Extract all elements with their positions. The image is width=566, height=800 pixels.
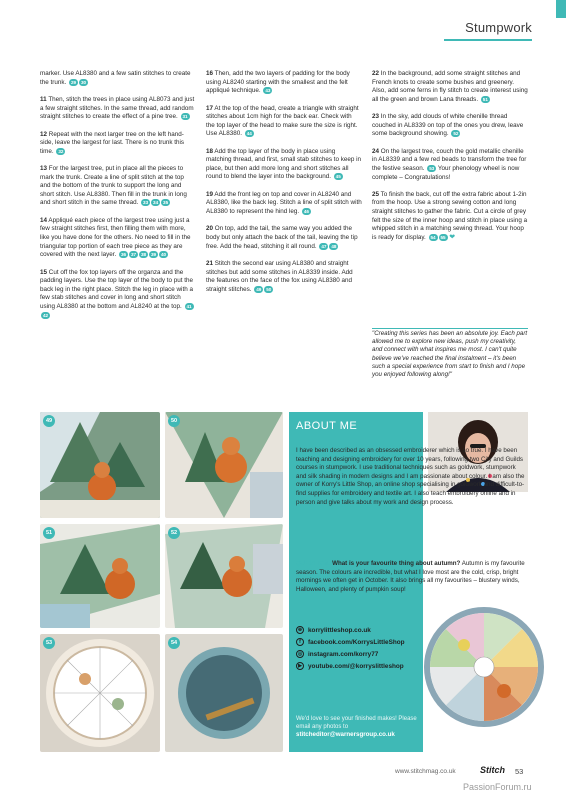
photo-step-49: 49 [40,412,160,518]
paragraph: 19 Add the front leg on top and cover in AL8240 and AL8380, like the back leg. Stitch a line of split stitch with AL8380 to represent the hind leg. 46 [206,190,362,216]
globe-icon: ⊕ [297,627,303,633]
paragraph: 13 For the largest tree, put in place all the pieces to mark the trunk. Create a line of split stitch at the top and the bottom of the trunk to support the long and short stitch. Use AL8380. Then fill in the trunk in long and short stitch in the same thread. 33 34 35 [40,165,187,207]
column-2 [206,70,362,303]
photo-step-51: 51 [40,524,160,628]
youtube-icon: ▶ [296,662,304,670]
about-me-title: ABOUT ME [296,420,358,432]
section-rule [444,39,532,41]
paragraph: 20 On top, add the tail, the same way you added the body but only attach the back of the tail, leaving the tip free. Add the head, stitching it all round. 47 48 [206,225,358,250]
contact-email-link[interactable]: stitcheditor@warnersgroup.co.uk [296,731,395,738]
contact-box: We'd love to see your finished makes! Please email any photos to stitcheditor@warnersgroup.co.uk [296,715,424,739]
corner-tab [556,0,566,18]
paragraph: 17 At the top of the head, create a triangle with straight stitches about 1cm high for the back ear. Check with the top layer of the head to make sure the size is right. Use AL8380. 44 [206,104,359,138]
paragraph: marker. Use AL8380 and a few satin stitches to create the trunk. 29 30 [40,70,191,86]
youtube-link[interactable]: ▶ youtube.com/@korryslittleshop [296,660,426,672]
paragraph: 21 Stitch the second ear using AL8380 and straight stitches but add some stitches in AL8339 inside. Add the features on the face of the fox using AL8380 and straight stitches. 49 50 [206,259,353,293]
section-heading: Stumpwork [465,20,532,35]
paragraph: 14 Appliqué each piece of the largest tree using just a few straight stitches first, then filling them with more, like you have done for the others. No need to fill in the triangular top portion of each tree piece as they are covered with the next layer. 36 37 38 39 40 [40,216,191,259]
paragraph: 16 Then, add the two layers of padding for the body using AL8240 starting with the smallest and the felt appliqué technique. 43 [206,70,350,95]
paragraph: 11 Then, stitch the trees in place using AL8073 and just a few straight stitches. In the same thread, add random straight stitches to create the effect of a pine tree. 31 [40,95,195,121]
footer-url: www.stitchmag.co.uk [395,768,456,775]
heart-icon: ❤ [449,233,456,241]
photo-step-52: 52 [165,524,283,628]
paragraph: 22 In the background, add some straight stitches and French knots to create some bushes and greenery. Also, add some ferns in fly stitch to create interest using all the green and brown Lana threads. 51 [372,70,528,103]
facebook-link[interactable]: f facebook.com/KorrysLittleShop [296,636,426,648]
paragraph: 15 Cut off the fox top layers off the organza and the padding layers. Use the top layer of the body to put the back leg in the right place. Stitch the leg in place with a few stab stitches and cover in long and short stitch using AL8380 at the bottom and AL8240 at the top. 4142 [40,268,193,318]
photo-step-53: 53 [40,634,160,752]
footer-brand: Stitch [480,765,506,775]
about-me-bio: I have been described as an obsessed embroiderer which is so true. I have been teaching and designing embroidery for over 10 years, following two City and Guilds courses in stumpwork. I use traditional techniques such as goldwork, stumpwork and silk shading in modern designs and I am passionate about colour. I am also the owner of Korry's Little Shop, an online shop specialising in goldwork and difficult-to-find supplies for embroidery and textile art. I also teach embroidery online and in person and give talks about my work and design process. [296,447,525,506]
page-number: 53 [515,767,524,776]
social-links [296,624,426,672]
paragraph: 18 Add the top layer of the body in place using matching thread, and first, small stab stitches to keep in place, but then add more long and short stitches all round to blend the layer into the background. 45 [206,147,362,181]
instagram-icon: ◎ [297,651,303,657]
column-1 [40,70,196,329]
instagram-link[interactable]: ◎ instagram.com/korry77 [297,650,379,658]
paragraph: 25 To finish the back, cut off the extra fabric about 1-2in from the hoop. Use a strong sewing cotton and long straight stitches to gather the fabric. Cut a circle of grey felt the size of the inner hoop and stitch in place using a whipped stitch in a matching sewing thread. Your hoop is ready for display. 54 55 ❤ [372,190,528,241]
paragraph: 24 On the largest tree, couch the gold metallic chenille in AL8339 and a few red beads to transform the tree for the festive season. 53 Your phenology wheel is now complete – Congratulations! [372,147,527,181]
photo-step-50: 50 [165,412,283,518]
quote-rule [372,328,528,329]
photo-step-54: 54 [165,634,283,752]
finished-wheel-image [422,605,546,729]
pull-quote: "Creating this series has been an absolute joy. Each part allowed me to explore new ideas, push my creativity, and connect with what inspires me most. I can't quite believe we've reached the final instalment – it's been such a special experience from start to finish and I hope you enjoyed following along!" [372,330,528,379]
website-link[interactable]: ⊕ korrylittleshop.co.uk [297,626,371,634]
facebook-icon: f [296,638,304,646]
paragraph: 12 Repeat with the next larger tree on the left hand-side, leave the largest for last. There is no trunk this time. 32 [40,130,185,155]
about-me-question: QUESTION: What is your favourite thing about autumn? Autumn is my favourite season. The colours are incredible, but what I love most are the cold, crisp, bright mornings we often get in October. It also brings all my favourites – blustery winds, Halloween, and plenty of pumpkin soup! [296,560,525,593]
column-3 [372,70,528,251]
watermark: PassionForum.ru [463,782,532,792]
paragraph: 23 In the sky, add clouds of white chenille thread couched in AL8339 on top of the ones you drew, leave some background showing. 52 [372,113,524,138]
